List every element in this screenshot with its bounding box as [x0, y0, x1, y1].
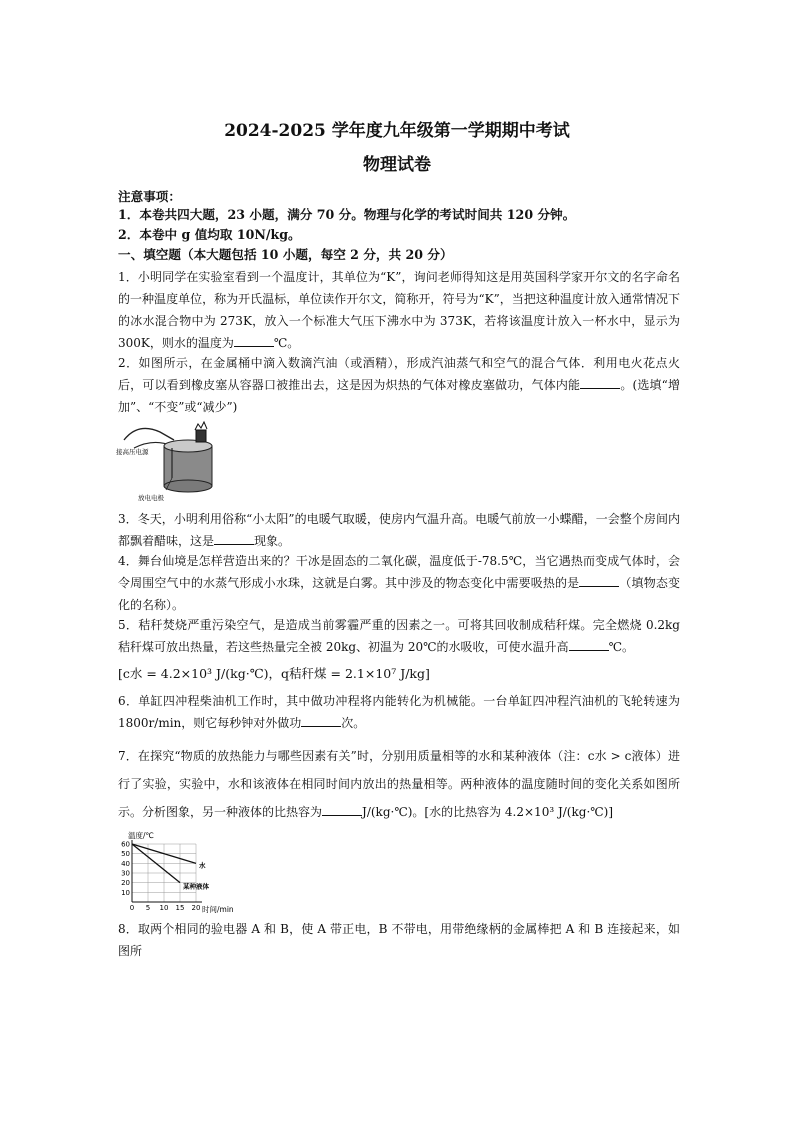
y-tick-label: 40 [121, 859, 130, 868]
q7-text: 7．在探究“物质的放热能力与哪些因素有关”时，分别用质量相等的水和某种液体（注：c水 > c液体）进行了实验，实验中，水和该液体在相同时间内放出的热量相等。两种液体的温度随时间的变化关系如图所示。分析图象，另一种液体的比热容为 [118, 749, 680, 819]
x-tick-label: 5 [145, 904, 151, 912]
q5-text-end: ℃。 [608, 640, 634, 654]
section-heading: 一、填空题（本大题包括 10 小题，每空 2 分，共 20 分） [118, 247, 453, 262]
q1-text-end: ℃。 [273, 336, 300, 350]
answer-blank [569, 638, 609, 651]
note-item-1: 1．本卷共四大题，23 小题，满分 70 分。物理与化学的考试时间共 120 分钟。 [118, 207, 576, 222]
x-tick-label: 20 [191, 904, 201, 912]
question-2 [118, 352, 680, 418]
question-3 [118, 508, 680, 552]
question-7 [118, 742, 680, 826]
q4-text: 4．舞台仙境是怎样营造出来的？干冰是固态的二氧化碳，温度低于-78.5℃，当它遇热而变成气体时，会令周围空气中的水蒸气形成小水珠，这就是白雾。其中涉及的物态变化中需要吸热的是 [118, 554, 680, 590]
question-4 [118, 550, 680, 616]
answer-blank [301, 714, 341, 727]
question-1 [118, 266, 680, 354]
x-tick-label: 10 [159, 904, 169, 912]
figure-label-electrode: 放电电极 [138, 494, 164, 502]
y-tick-label: 30 [121, 869, 130, 878]
answer-blank [580, 376, 620, 389]
series-label: 某种液体 [183, 882, 209, 891]
answer-blank [234, 334, 274, 347]
exam-subtitle: 物理试卷 [363, 155, 431, 175]
q6-text-end: 次。 [341, 716, 366, 730]
q5-formula: [c水 = 4.2×10³ J/(kg·℃)，q秸秆煤 = 2.1×10⁷ J/kg] [118, 666, 430, 681]
y-tick-label: 60 [121, 840, 130, 849]
exam-title: 2024-2025 学年度九年级第一学期期中考试 [224, 121, 570, 141]
x-tick-label: 0 [129, 904, 135, 912]
x-tick-label: 15 [175, 904, 185, 912]
question-6 [118, 690, 680, 734]
question-8: 8．取两个相同的验电器 A 和 B，使 A 带正电，B 不带电，用带绝缘柄的金属棒把 A 和 B 连接起来，如图所 [118, 922, 680, 958]
chart-series [132, 844, 210, 891]
y-tick-label: 10 [121, 888, 130, 897]
temperature-time-chart [114, 830, 244, 916]
spark-icon [195, 422, 207, 430]
q4-text-end: （填物态变化的名称）。 [118, 576, 680, 612]
q6-text: 6．单缸四冲程柴油机工作时，其中做功冲程将内能转化为机械能。一台单缸四冲程汽油机的飞轮转速为 1800r/min，则它每秒钟对外做功 [118, 694, 680, 730]
answer-blank [579, 574, 619, 587]
wire-top [124, 428, 174, 440]
rubber-stopper [196, 430, 206, 442]
chart-ticks [121, 841, 200, 913]
q5-text: 5．秸秆焚烧严重污染空气，是造成当前雾霾严重的因素之一。可将其回收制成秸秆煤。完全燃烧 0.2kg 秸秆煤可放出热量，若这些热量完全被 20kg、初温为 20℃的水吸收，可使水温升高 [118, 618, 680, 654]
q2-text-end: 。(选填“增加”、“不变”或“减少”) [118, 378, 680, 414]
q7-text-end: J/(kg·℃)。[水的比热容为 4.2×10³ J/(kg·℃)] [362, 805, 614, 819]
q2-text: 2．如图所示，在金属桶中滴入数滴汽油（或酒精），形成汽油蒸气和空气的混合气体．利用电火花点火后，可以看到橡皮塞从容器口被推出去，这是因为炽热的气体对橡皮塞做功，气体内能 [118, 356, 680, 392]
series-label: 水 [199, 861, 206, 870]
q1-text: 1．小明同学在实验室看到一个温度计，其单位为“K”，询问老师得知这是用英国科学家开尔文的名字命名的一种温度单位，称为开氏温标，单位读作开尔文，简称开，符号为“K”，当把这种温度计放入通常情况下的冰水混合物中为 273K，放入一个标准大气压下沸水中为 373K，若将该温度计放入一杯水中，显示为 300K，则水的温度为 [118, 270, 680, 350]
y-axis-label: 温度/℃ [128, 831, 154, 840]
y-tick-label: 20 [121, 879, 130, 888]
question-5 [118, 614, 680, 658]
answer-blank [322, 803, 362, 816]
chart-grid [132, 840, 202, 902]
q3-text-end: 现象。 [254, 534, 291, 548]
y-tick-label: 50 [121, 850, 130, 859]
answer-blank [214, 532, 254, 545]
notes-heading: 注意事项： [118, 189, 181, 204]
q3-text: 3．冬天，小明利用俗称“小太阳”的电暖气取暖，使房内气温升高。电暖气前放一小蝶醋，一会整个房间内都飘着醋味，这是 [118, 512, 680, 548]
figure-label-power: 接高压电源 [116, 448, 149, 456]
x-axis-label: 时间/min [202, 905, 234, 914]
can-bottom [164, 480, 212, 492]
metal-can-figure [116, 418, 226, 502]
note-item-2: 2．本卷中 g 值均取 10N/kg。 [118, 227, 301, 242]
